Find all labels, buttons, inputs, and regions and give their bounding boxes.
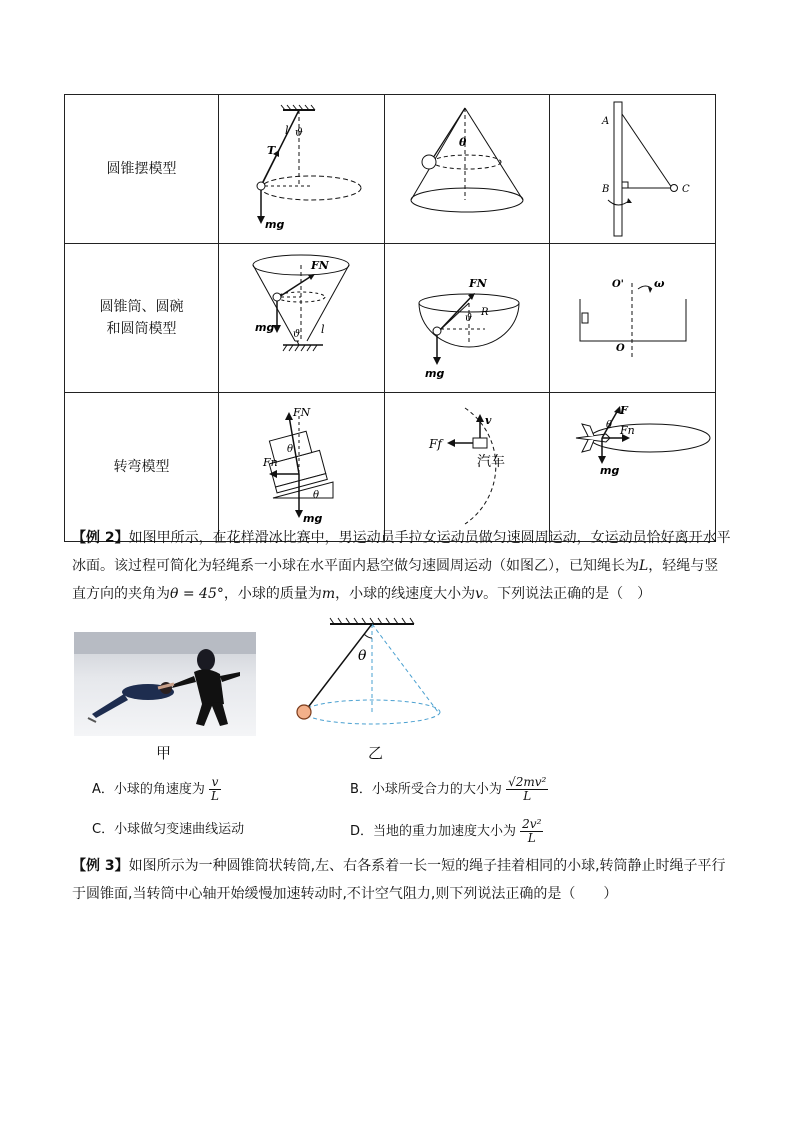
option-D-fraction: $\frac{\text{2v²}}{L}$ [522, 817, 542, 845]
fig-label-Ff: Ff [428, 437, 442, 451]
fig-label-theta: ϑ [293, 329, 301, 340]
fig-rod-ABC [550, 95, 716, 244]
fig-label-mg: mg [424, 367, 445, 380]
fig-label-Fn: Fn [620, 424, 636, 437]
example2-paragraph: 【例 2】如图甲所示，在花样滑冰比赛中，男运动员手拉女运动员做匀速圆周运动，女运动员恰好离开水平 冰面。该过程可简化为轻绳系一小球在水平面内悬空做匀速圆周运动（如图乙），已知绳长为L，轻绳与竖 直方向的夹角为θ = 45°，小球的质量为m，小球的线速度大小为v。下列说法正确的是（ ） [72, 530, 731, 602]
pendulum-theta-label: θ [358, 648, 367, 664]
fig-label-mg: mg [255, 321, 275, 334]
fig-label-theta: θ [458, 136, 467, 149]
fig-bowl [384, 244, 550, 393]
fig-label-O: O [616, 343, 626, 354]
fig-label-FN: FN [468, 277, 487, 290]
fig-label-FN: FN [311, 259, 330, 272]
fig-label-theta-base: θ [313, 490, 320, 501]
skating-photo [74, 632, 256, 736]
option-B-fraction: $\frac{\text{√2mv²}}{L}$ [508, 775, 547, 803]
fig-label-T: T [267, 144, 276, 157]
option-B: B．小球所受合力的大小为 $\frac{\text{√2mv²}}{L}$ [350, 775, 547, 803]
fig-car-turn [384, 393, 550, 542]
example3-paragraph: 【例 3】如图所示为一种圆锥筒状转筒,左、右各系着一长一短的绳子挂着相同的小球,转筒静止时绳子平行 于圆锥面,当转筒中心轴开始缓慢加速转动时,不计空气阻力,则下列说法正确的是（ ） [72, 858, 726, 902]
fig-conical-pendulum-2 [384, 95, 550, 244]
option-A-fraction: $\frac{v}{L}$ [211, 775, 220, 803]
fig-label-C: C [682, 184, 690, 195]
option-C: C．小球做匀变速曲线运动 [92, 822, 245, 837]
fig-label-B: B [602, 184, 610, 195]
row-label-turning: 转弯模型 [65, 393, 219, 542]
row-label-conical-pendulum: 圆锥摆模型 [65, 95, 219, 244]
fig-label-theta: ϑ [295, 126, 304, 139]
fig-label-omega: ω [654, 277, 665, 290]
option-D: D．当地的重力加速度大小为 $\frac{\text{2v²}}{L}$ [350, 817, 542, 845]
caption-yi: 乙 [368, 744, 384, 762]
fig-banked-turn [219, 393, 385, 542]
fig-label-mg: mg [265, 218, 285, 231]
fig-label-FN: FN [293, 406, 311, 419]
fig-label-l: l [285, 124, 289, 137]
caption-jia: 甲 [156, 744, 172, 762]
option-A: A．小球的角速度为 $\frac{v}{L}$ [92, 775, 220, 803]
fig-label-Fn: Fn [263, 456, 279, 469]
fig-conical-pendulum-1 [219, 95, 385, 244]
fig-label-O-prime: O' [612, 279, 625, 290]
example3-tag: 【例 3】 [72, 858, 129, 874]
fig-label-theta: θ [287, 444, 294, 455]
fig-aircraft-turn [550, 393, 716, 542]
fig-label-R: R [480, 307, 489, 318]
fig-label-mg: mg [303, 512, 323, 525]
fig-label-A: A [602, 116, 610, 127]
fig-cone-funnel [219, 244, 385, 393]
fig-label-l: l [321, 323, 325, 336]
pendulum-diagram [286, 616, 446, 740]
fig-label-theta: θ [606, 420, 613, 431]
model-table [64, 94, 716, 542]
fig-label-v: v [484, 414, 492, 427]
fig-label-theta: ϑ [464, 313, 473, 324]
example2-tag: 【例 2】 [72, 530, 129, 546]
fig-label-car: 汽车 [476, 454, 505, 470]
fig-label-mg: mg [600, 464, 620, 477]
fig-rotating-cylinder [550, 244, 716, 393]
fig-label-F: F [620, 404, 629, 417]
row-label-cone-bowl-cylinder: 圆锥筒、圆碗 和圆筒模型 [65, 244, 219, 393]
